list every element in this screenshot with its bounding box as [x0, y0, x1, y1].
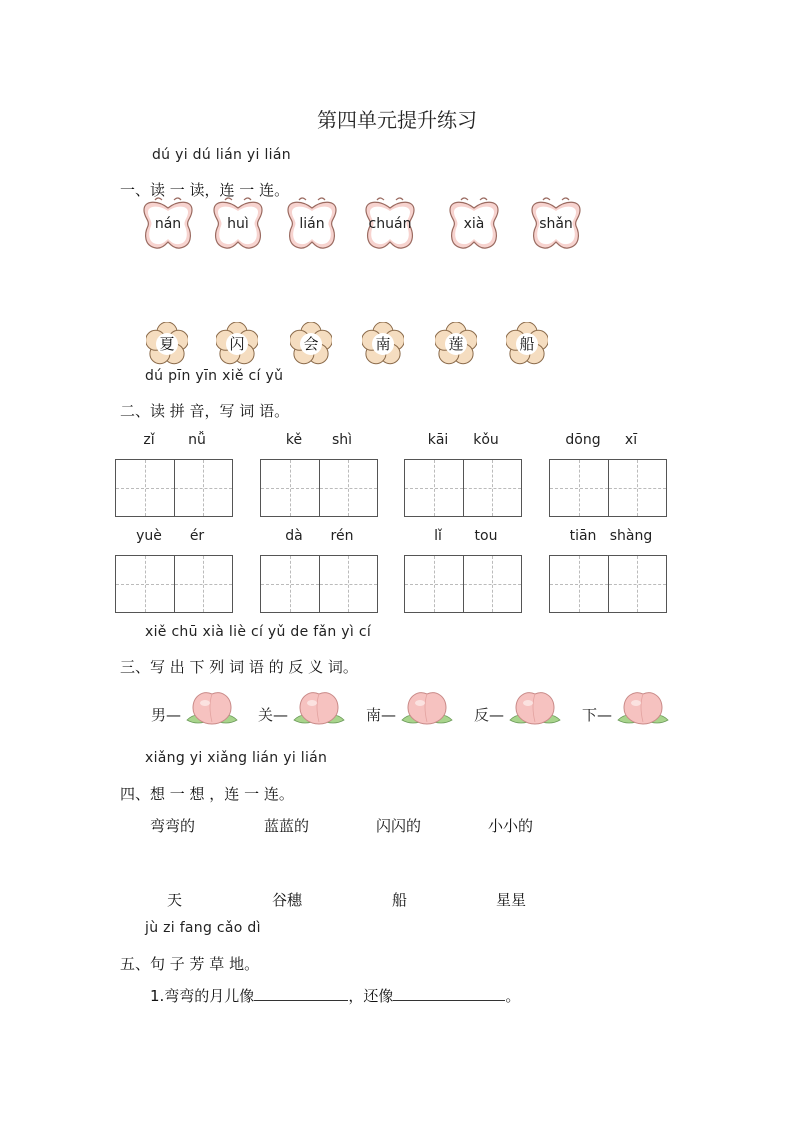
writing-cell[interactable] — [405, 460, 463, 516]
sentence-1-part3: 。 — [505, 987, 521, 1005]
flower-card[interactable] — [506, 322, 548, 364]
match-noun[interactable]: 星星 — [496, 891, 527, 909]
butterfly-pinyin: xià — [463, 216, 485, 232]
butterfly-pinyin: chuán — [368, 216, 412, 232]
antonym-item[interactable] — [474, 688, 570, 732]
writing-cell[interactable] — [174, 460, 233, 516]
grid-pinyin-a: dōng — [565, 432, 601, 448]
butterfly-card[interactable] — [360, 196, 420, 252]
sentence-1 — [150, 985, 520, 1006]
section4-pinyin-hint: xiǎng yi xiǎng lián yi lián — [145, 750, 328, 766]
antonym-word: 男— — [151, 706, 182, 724]
section4-heading: 四、想 一 想 ，连 一 连。 — [120, 785, 294, 803]
grid-pinyin-b: ér — [189, 528, 205, 544]
match-noun[interactable]: 船 — [392, 891, 408, 909]
grid-pinyin-a: kě — [285, 432, 303, 448]
butterfly-pinyin: nán — [154, 216, 182, 232]
flower-character: 南 — [375, 335, 391, 353]
antonym-item[interactable] — [258, 688, 354, 732]
writing-cell[interactable] — [550, 460, 608, 516]
writing-grid[interactable] — [115, 555, 233, 613]
writing-cell[interactable] — [463, 460, 522, 516]
sentence-1-part1: 1.弯弯的月儿像 — [150, 987, 255, 1005]
antonym-word: 关— — [258, 706, 289, 724]
section2-heading: 二、读 拼 音，写 词 语。 — [120, 402, 290, 420]
peach-icon — [398, 688, 456, 730]
writing-grid[interactable] — [549, 555, 667, 613]
section5-pinyin-hint: jù zi fang cǎo dì — [145, 920, 261, 936]
sentence-1-blank-1[interactable] — [254, 986, 348, 1001]
writing-cell[interactable] — [116, 460, 174, 516]
writing-cell[interactable] — [405, 556, 463, 612]
writing-grid[interactable] — [404, 459, 522, 517]
antonym-word: 下— — [582, 706, 613, 724]
flower-card[interactable] — [435, 322, 477, 364]
butterfly-card[interactable] — [138, 196, 198, 252]
grid-pinyin-b: xī — [624, 432, 638, 448]
flower-character: 会 — [303, 335, 319, 353]
grid-pinyin-b: shì — [331, 432, 353, 448]
writing-cell[interactable] — [550, 556, 608, 612]
section2-pinyin-hint: dú pīn yīn xiě cí yǔ — [145, 368, 284, 384]
peach-icon — [290, 688, 348, 730]
match-adjective[interactable]: 小小的 — [488, 817, 534, 835]
grid-pinyin-b: kǒu — [473, 432, 499, 448]
butterfly-card[interactable] — [282, 196, 342, 252]
grid-pinyin-b: tou — [474, 528, 498, 544]
writing-grid[interactable] — [115, 459, 233, 517]
writing-cell[interactable] — [261, 460, 319, 516]
writing-cell[interactable] — [608, 556, 667, 612]
flower-character: 闪 — [229, 335, 245, 353]
sentence-1-part2: ，还像 — [348, 987, 394, 1005]
flower-character: 夏 — [159, 335, 175, 353]
peach-icon — [506, 688, 564, 730]
antonym-item[interactable] — [366, 688, 462, 732]
section1-heading: 一、读 一 读，连 一 连。 — [120, 181, 290, 199]
flower-card[interactable] — [216, 322, 258, 364]
section5-heading: 五、句 子 芳 草 地。 — [120, 955, 260, 973]
grid-pinyin-a: lǐ — [434, 528, 442, 544]
butterfly-pinyin: huì — [227, 216, 249, 232]
antonym-word: 反— — [474, 706, 505, 724]
writing-cell[interactable] — [463, 556, 522, 612]
section1-pinyin-hint: dú yi dú lián yi lián — [152, 147, 291, 163]
peach-icon — [183, 688, 241, 730]
butterfly-pinyin: lián — [299, 216, 325, 232]
writing-cell[interactable] — [261, 556, 319, 612]
page-title: 第四单元提升练习 — [317, 108, 477, 132]
grid-pinyin-b: nǚ — [188, 432, 206, 448]
writing-cell[interactable] — [116, 556, 174, 612]
grid-pinyin-a: kāi — [427, 432, 449, 448]
writing-cell[interactable] — [319, 556, 378, 612]
flower-character: 莲 — [448, 335, 464, 353]
match-adjective[interactable]: 弯弯的 — [150, 817, 196, 835]
writing-grid[interactable] — [549, 459, 667, 517]
flower-card[interactable] — [362, 322, 404, 364]
writing-grid[interactable] — [404, 555, 522, 613]
butterfly-card[interactable] — [444, 196, 504, 252]
match-noun[interactable]: 谷穗 — [272, 891, 303, 909]
writing-cell[interactable] — [319, 460, 378, 516]
writing-cell[interactable] — [174, 556, 233, 612]
antonym-item[interactable] — [582, 688, 678, 732]
butterfly-card[interactable] — [208, 196, 268, 252]
flower-card[interactable] — [290, 322, 332, 364]
butterfly-pinyin: shǎn — [539, 216, 573, 232]
grid-pinyin-a: tiān — [569, 528, 597, 544]
grid-pinyin-a: zǐ — [143, 432, 155, 448]
section3-heading: 三、写 出 下 列 词 语 的 反 义 词。 — [120, 658, 358, 676]
grid-pinyin-a: dà — [285, 528, 303, 544]
butterfly-card[interactable] — [526, 196, 586, 252]
antonym-word: 南— — [366, 706, 397, 724]
match-adjective[interactable]: 蓝蓝的 — [264, 817, 310, 835]
sentence-1-blank-2[interactable] — [393, 986, 505, 1001]
flower-card[interactable] — [146, 322, 188, 364]
match-noun[interactable]: 天 — [167, 891, 183, 909]
antonym-item[interactable] — [151, 688, 247, 732]
writing-grid[interactable] — [260, 459, 378, 517]
section3-pinyin-hint: xiě chū xià liè cí yǔ de fǎn yì cí — [145, 624, 372, 640]
peach-icon — [614, 688, 672, 730]
flower-character: 船 — [519, 335, 535, 353]
match-adjective[interactable]: 闪闪的 — [376, 817, 422, 835]
writing-grid[interactable] — [260, 555, 378, 613]
grid-pinyin-a: yuè — [136, 528, 162, 544]
grid-pinyin-b: shàng — [609, 528, 653, 544]
grid-pinyin-b: rén — [330, 528, 354, 544]
writing-cell[interactable] — [608, 460, 667, 516]
